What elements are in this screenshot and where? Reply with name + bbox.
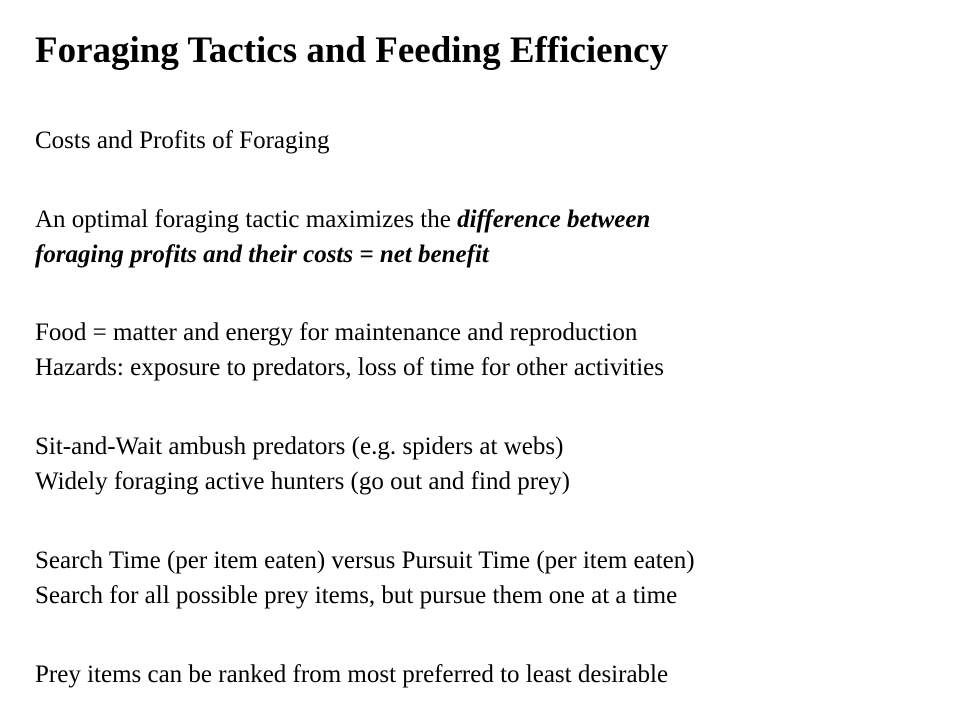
sit-and-wait-line: Sit-and-Wait ambush predators (e.g. spiders at webs) — [35, 433, 564, 460]
widely-foraging-line: Widely foraging active hunters (go out and find prey) — [35, 468, 570, 495]
search-time-line: Search Time (per item eaten) versus Pursuit Time (per item eaten) — [35, 547, 695, 574]
optimal-emphasis-1: difference between — [457, 206, 651, 233]
optimal-line-1 — [35, 205, 650, 235]
optimal-line-2 — [35, 240, 489, 270]
hazards-line: Hazards: exposure to predators, loss of time for other activities — [35, 354, 664, 381]
section-heading: Costs and Profits of Foraging — [35, 127, 330, 154]
optimal-emphasis-2: foraging profits and their costs = net benefit — [35, 241, 489, 268]
slide-title: Foraging Tactics and Feeding Efficiency — [35, 30, 669, 71]
search-all-line: Search for all possible prey items, but pursue them one at a time — [35, 582, 678, 609]
food-line: Food = matter and energy for maintenance and reproduction — [35, 319, 638, 346]
prey-rank-line: Prey items can be ranked from most preferred to least desirable — [35, 661, 669, 688]
optimal-prefix-text: An optimal foraging tactic maximizes the — [35, 206, 458, 233]
